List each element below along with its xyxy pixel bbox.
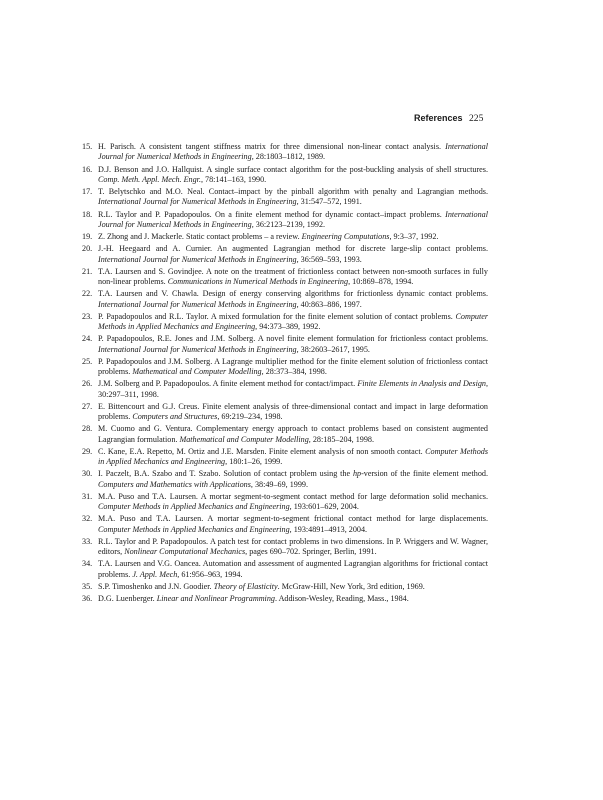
reference-text: J.M. Solberg and P. Papadopoulos. A finite element method for contact/impact. <box>98 379 358 389</box>
reference-venue: Computer Methods in Applied Mechanics and Engineering <box>98 524 290 534</box>
reference-venue: Communications in Numerical Methods in Engineering <box>167 277 349 286</box>
reference-text: , 94:373–389, 1992. <box>255 322 321 331</box>
reference-number: 26. <box>82 379 93 389</box>
reference-text: M.A. Puso and T.A. Laursen. A mortar segment-to-segment frictional contact method for large displacements. <box>98 514 488 524</box>
reference-venue: International Journal for Numerical Methods in Engineering <box>98 254 297 264</box>
reference-entry <box>82 210 488 230</box>
reference-venue: Engineering Computations <box>301 232 390 241</box>
reference-number: 18. <box>82 209 93 219</box>
section-title: References <box>414 113 463 123</box>
reference-text: , 28:1803–1812, 1989. <box>251 152 326 162</box>
reference-entry <box>82 232 488 242</box>
reference-list <box>82 142 488 606</box>
reference-text: , 69:219–234, 1998. <box>217 412 283 421</box>
reference-number: 21. <box>82 266 93 276</box>
reference-text: , 38:49–69, 1999. <box>250 479 308 489</box>
reference-entry <box>82 559 488 579</box>
reference-entry <box>82 289 488 309</box>
reference-text: E. Bittencourt and G.J. Creus. Finite element analysis of three-dimensional contact and impact in large deformation problems. <box>98 401 488 421</box>
reference-text: . McGraw-Hill, New York, 3rd edition, 1969. <box>277 581 425 591</box>
reference-text: R.L. Taylor and P. Papadopoulos. A patch test for contact problems in two dimensions. In P. Wriggers and W. Wagner, editors, <box>98 536 488 556</box>
reference-text: P. Papadopoulos and R.L. Taylor. A mixed formulation for the finite element solution of contact problems. <box>98 311 456 321</box>
reference-entry <box>82 244 488 264</box>
reference-entry <box>82 514 488 534</box>
reference-venue: Computer Methods in Applied Mechanics and Engineering <box>98 311 488 331</box>
reference-text: I. Paczelt, B.A. Szabo and T. Szabo. Solution of contact problem using the <box>98 469 353 479</box>
reference-text: M.A. Puso and T.A. Laursen. A mortar segment-to-segment contact method for large deformation solid mechanics. <box>98 491 488 501</box>
reference-text: . Addison-Wesley, Reading, Mass., 1984. <box>274 594 409 604</box>
reference-number: 25. <box>82 356 93 366</box>
reference-venue: Computers and Structures <box>132 412 218 421</box>
reference-entry <box>82 424 488 444</box>
running-header <box>414 113 486 127</box>
reference-number: 20. <box>82 244 93 254</box>
reference-text: , 180:1–26, 1999. <box>225 457 283 466</box>
reference-entry <box>82 142 488 162</box>
reference-entry <box>82 594 488 604</box>
reference-venue: Theory of Elasticity <box>213 581 278 591</box>
reference-number: 27. <box>82 401 93 411</box>
reference-entry <box>82 582 488 592</box>
reference-text: T.A. Laursen and V.G. Oancea. Automation and assessment of augmented Lagrangian algorithms for frictional contact problems. <box>98 559 488 579</box>
reference-entry <box>82 357 488 377</box>
reference-text: T.A. Laursen and S. Govindjee. A note on the treatment of frictionless contact between non-smooth surfaces in fully non-linear problems. <box>98 266 488 286</box>
reference-venue: Comp. Meth. Appl. Mech. Engr. <box>98 174 201 184</box>
reference-text: T. Belytschko and M.O. Neal. Contact–impact by the pinball algorithm with penalty and Lagrangian methods. <box>98 187 488 196</box>
reference-text: , 28:373–384, 1998. <box>261 367 327 376</box>
reference-text: S.P. Timoshenko and J.N. Goodier. <box>98 581 214 591</box>
reference-number: 23. <box>82 311 93 321</box>
reference-number: 28. <box>82 424 93 434</box>
reference-venue: International Journal for Numerical Methods in Engineering <box>98 209 488 229</box>
reference-venue: International Journal for Numerical Methods in Engineering <box>98 142 488 162</box>
reference-entry <box>82 402 488 422</box>
reference-venue: International Journal for Numerical Methods in Engineering <box>98 299 297 309</box>
reference-number: 22. <box>82 289 93 299</box>
reference-venue: International Journal for Numerical Methods in Engineering <box>98 344 297 354</box>
reference-venue: Computers and Mathematics with Applications <box>98 479 251 489</box>
reference-entry <box>82 379 488 399</box>
reference-text: , 36:2123–2139, 1992. <box>251 219 326 229</box>
reference-text: , 9:3–37, 1992. <box>389 232 439 241</box>
reference-number: 33. <box>82 536 93 546</box>
reference-text: , 193:601–629, 2004. <box>289 502 359 511</box>
reference-text: J.-H. Heegaard and A. Curnier. An augmented Lagrangian method for discrete large-slip contact problems. <box>98 244 488 254</box>
reference-text: , 78:141–163, 1990. <box>200 174 267 184</box>
reference-venue: J. Appl. Mech <box>132 569 178 579</box>
reference-text: -version of the finite element method. <box>361 469 488 479</box>
page-number: 225 <box>469 113 484 124</box>
reference-number: 16. <box>82 164 93 174</box>
reference-text: , 38:2603–2617, 1995. <box>296 344 370 354</box>
reference-venue: Linear and Nonlinear Programming <box>156 594 275 604</box>
reference-text: , 193:4891–4913, 2004. <box>289 524 368 534</box>
reference-venue: Mathematical and Computer Modelling <box>179 434 309 444</box>
reference-text: C. Kane, E.A. Repetto, M. Ortiz and J.E. Marsden. Finite element analysis of non smooth contact. <box>98 446 426 456</box>
reference-entry <box>82 267 488 287</box>
reference-entry <box>82 334 488 354</box>
reference-text: , 40:863–886, 1997. <box>296 299 362 309</box>
reference-venue: Mathematical and Computer Modelling <box>132 367 262 376</box>
reference-entry <box>82 447 488 467</box>
reference-entry <box>82 492 488 512</box>
reference-number: 34. <box>82 559 93 569</box>
reference-number: 19. <box>82 232 93 241</box>
reference-text: R.L. Taylor and P. Papadopoulos. On a finite element method for dynamic contact–impact problems. <box>98 209 446 219</box>
reference-venue: Computer Methods in Applied Mechanics and Engineering <box>98 446 489 466</box>
reference-venue: Nonlinear Computational Mechanics <box>124 547 246 556</box>
reference-number: 29. <box>82 446 93 456</box>
reference-text: , 31:547–572, 1991. <box>296 197 362 207</box>
reference-text: , 36:569–593, 1993. <box>296 254 362 264</box>
reference-number: 35. <box>82 581 93 591</box>
reference-text: , 10:869–878, 1994. <box>348 277 414 286</box>
reference-venue: Computer Methods in Applied Mechanics and Engineering <box>98 502 290 511</box>
reference-text: , 61:956–963, 1994. <box>177 569 243 579</box>
reference-number: 17. <box>82 187 93 196</box>
reference-entry <box>82 469 488 489</box>
reference-text: M. Cuomo and G. Ventura. Complementary energy approach to contact problems based on consistent augmented Lagrangian formulation. <box>98 424 488 444</box>
reference-text: P. Papadopoulos, R.E. Jones and J.M. Solberg. A novel finite element formulation for frictionless contact problems. <box>98 334 488 344</box>
reference-text: , 30:297–311, 1998. <box>98 379 488 399</box>
reference-venue: International Journal for Numerical Methods in Engineering <box>98 197 297 207</box>
reference-text: H. Parisch. A consistent tangent stiffness matrix for three dimensional non-linear contact analysis. <box>98 142 446 151</box>
reference-number: 32. <box>82 514 93 524</box>
reference-number: 30. <box>82 469 93 479</box>
reference-text: D.G. Luenberger. <box>98 594 157 604</box>
reference-number: 31. <box>82 491 93 501</box>
reference-venue: hp <box>352 469 362 479</box>
reference-text: D.J. Benson and J.O. Hallquist. A single surface contact algorithm for the post-buckling analysis of shell structures. <box>98 164 488 174</box>
reference-entry <box>82 537 488 557</box>
reference-entry <box>82 165 488 185</box>
reference-text: , 28:185–204, 1998. <box>308 434 374 444</box>
reference-venue: Finite Elements in Analysis and Design <box>357 379 486 389</box>
reference-text: P. Papadopoulos and J.M. Solberg. A Lagrange multiplier method for the finite element solution of frictionless contact problems. <box>98 356 488 376</box>
reference-entry <box>82 312 488 332</box>
reference-number: 24. <box>82 334 93 344</box>
reference-text: , pages 690–702. Springer, Berlin, 1991. <box>245 547 377 556</box>
reference-number: 36. <box>82 594 93 604</box>
reference-number: 15. <box>82 142 93 151</box>
reference-text: T.A. Laursen and V. Chawla. Design of energy conserving algorithms for frictionless dynamic contact problems. <box>98 289 488 299</box>
reference-text: Z. Zhong and J. Mackerle. Static contact problems – a review. <box>98 232 302 241</box>
reference-entry <box>82 187 488 207</box>
